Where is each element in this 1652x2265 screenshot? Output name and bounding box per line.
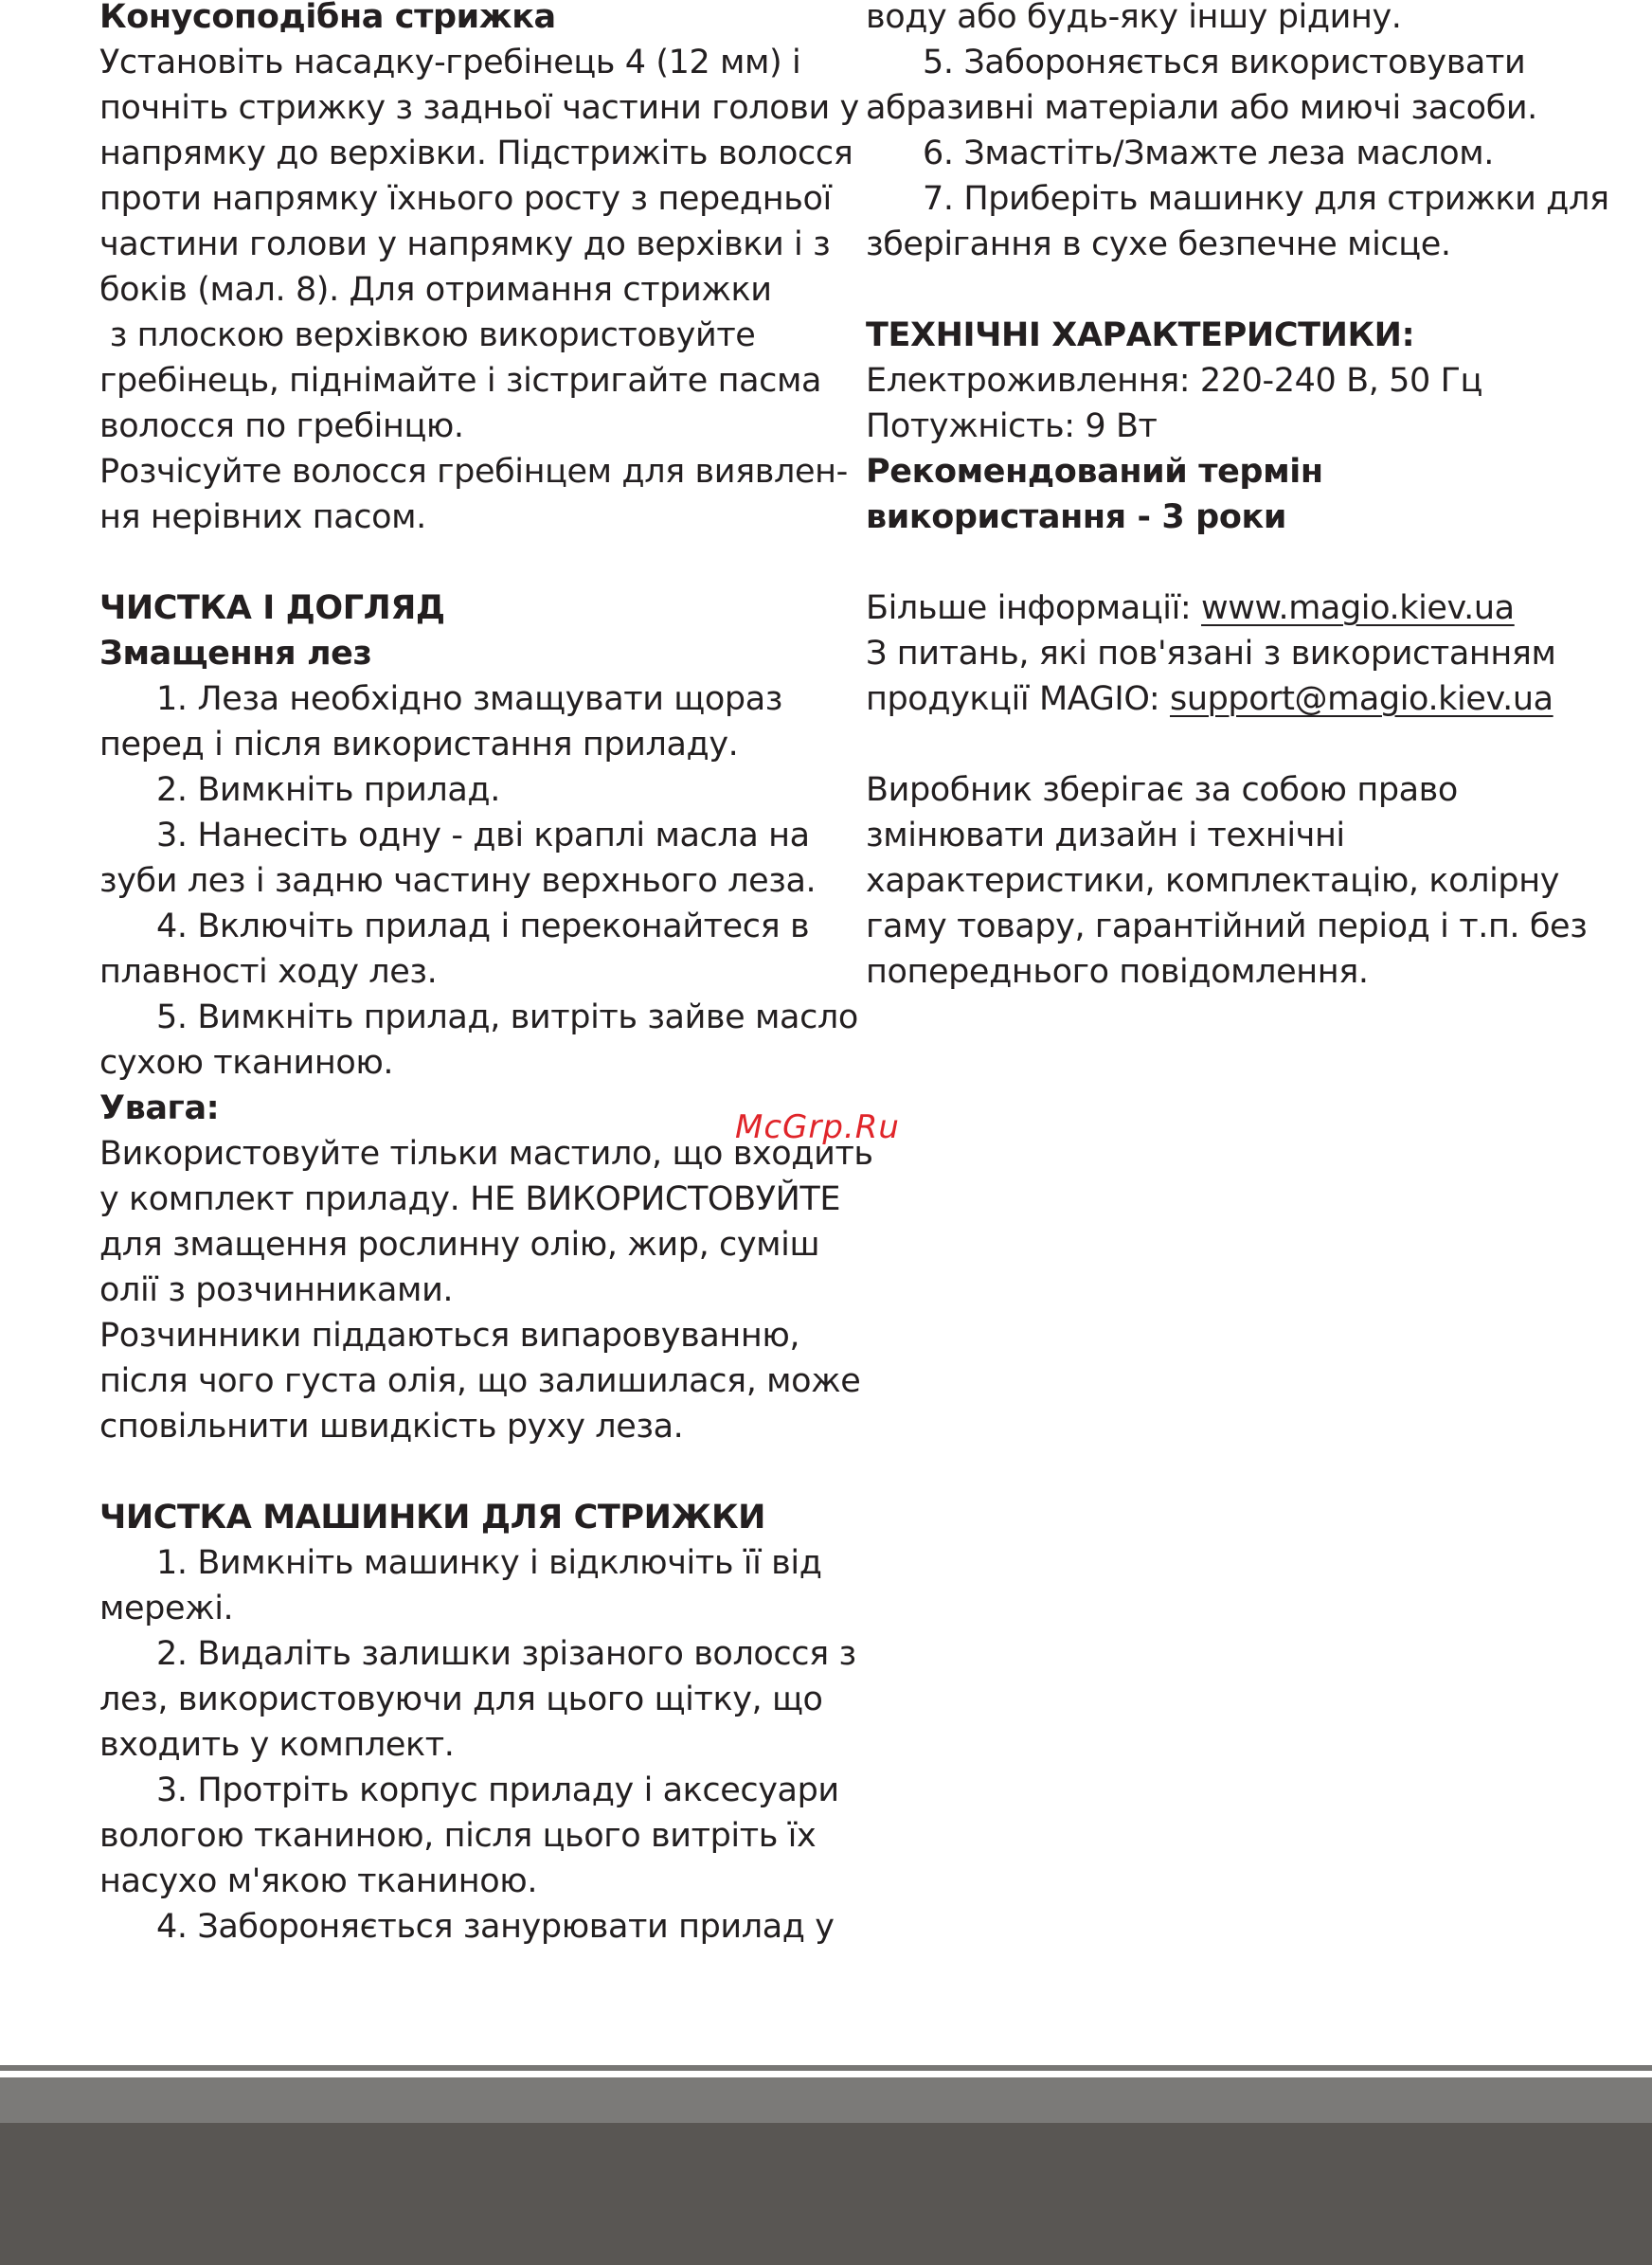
support-email-link[interactable]: support@magio.kiev.ua bbox=[1169, 680, 1553, 718]
text-line: боків (мал. 8). Для отримання стрижки bbox=[99, 271, 772, 309]
disclaimer-line: попереднього повідомлення. bbox=[866, 953, 1369, 991]
list-item: 3. Протріть корпус приладу і аксесуари bbox=[156, 1771, 839, 1809]
warning-line: для змащення рослинну олію, жир, суміш bbox=[99, 1226, 820, 1264]
subsection-title-blade-lubrication: Змащення лез bbox=[99, 635, 372, 673]
list-item-continuation: насухо м'якою тканиною. bbox=[99, 1862, 538, 1900]
section-title-cleaning-care: ЧИСТКА І ДОГЛЯД bbox=[99, 589, 445, 627]
section-title-tapered-haircut: Конусоподібна стрижка bbox=[99, 0, 556, 36]
disclaimer-line: Виробник зберігає за собою право bbox=[866, 771, 1458, 809]
disclaimer-line: змінювати дизайн і технічні bbox=[866, 817, 1345, 854]
list-item-continuation: плавності ходу лез. bbox=[99, 953, 438, 991]
spec-power: Потужність: 9 Вт bbox=[866, 407, 1158, 445]
support-label: продукції MAGIO: bbox=[866, 680, 1170, 718]
list-item-continuation: вологою тканиною, після цього витріть їх bbox=[99, 1817, 817, 1855]
list-item: 2. Вимкніть прилад. bbox=[156, 771, 500, 809]
list-item: 6. Змастіть/Змажте леза маслом. bbox=[923, 135, 1494, 172]
warning-title: Увага: bbox=[99, 1089, 220, 1127]
warning-line: сповільнити швидкість руху леза. bbox=[99, 1408, 684, 1446]
list-item: 5. Забороняється використовувати bbox=[923, 44, 1526, 81]
watermark: McGrp.Ru bbox=[735, 1108, 900, 1146]
list-item-continuation: сухою тканиною. bbox=[99, 1044, 394, 1082]
text-line: ня нерівних пасом. bbox=[99, 498, 426, 536]
text-line: з плоскою верхівкою використовуйте bbox=[99, 316, 756, 354]
footer-band-dark bbox=[0, 2123, 1652, 2265]
list-item-continuation: воду або будь-яку іншу рідину. bbox=[866, 0, 1402, 36]
section-title-specifications: ТЕХНІЧНІ ХАРАКТЕРИСТИКИ: bbox=[866, 316, 1415, 354]
more-info-line bbox=[866, 585, 1614, 631]
text-line: проти напрямку їхнього росту з передньої bbox=[99, 180, 832, 218]
warning-line: після чого густа олія, що залишилася, може bbox=[99, 1362, 861, 1400]
list-item-continuation: зберігання в сухе безпечне місце. bbox=[866, 225, 1451, 263]
spec-service-life: використання - 3 роки bbox=[866, 498, 1286, 536]
text-line: Розчісуйте волосся гребінцем для виявлен- bbox=[99, 453, 848, 491]
text-line: частини голови у напрямку до верхівки і з bbox=[99, 225, 831, 263]
list-item-continuation: лез, використовуючи для цього щітку, що bbox=[99, 1681, 823, 1718]
list-item: 4. Забороняється занурювати прилад у bbox=[156, 1908, 835, 1946]
spec-power-supply: Електроживлення: 220-240 В, 50 Гц bbox=[866, 362, 1482, 400]
list-item: 1. Вимкніть машинку і відключіть її від bbox=[156, 1544, 822, 1582]
list-item-continuation: зуби лез і задню частину верхнього леза. bbox=[99, 862, 817, 900]
text-line: волосся по гребінцю. bbox=[99, 407, 464, 445]
section-title-clipper-cleaning: ЧИСТКА МАШИНКИ ДЛЯ СТРИЖКИ bbox=[99, 1499, 766, 1537]
website-link[interactable]: www.magio.kiev.ua bbox=[1201, 589, 1515, 627]
questions-line: З питань, які пов'язані з використанням bbox=[866, 635, 1556, 673]
list-item-continuation: перед і після використання приладу. bbox=[99, 726, 739, 764]
list-item: 2. Видаліть залишки зрізаного волосся з bbox=[156, 1635, 856, 1673]
list-item: 3. Нанесіть одну - дві краплі масла на bbox=[156, 817, 810, 854]
list-item: 4. Включіть прилад і переконайтеся в bbox=[156, 908, 810, 945]
list-item-continuation: абразивні матеріали або миючі засоби. bbox=[866, 89, 1537, 127]
text-line: почніть стрижку з задньої частини голови у bbox=[99, 89, 859, 127]
warning-line: у комплект приладу. НЕ ВИКОРИСТОВУЙТЕ bbox=[99, 1180, 841, 1218]
disclaimer-line: характеристики, комплектацію, колірну bbox=[866, 862, 1560, 900]
list-item: 7. Приберіть машинку для стрижки для bbox=[923, 180, 1609, 218]
text-line: гребінець, піднімайте і зістригайте пасма bbox=[99, 362, 822, 400]
footer-band-light bbox=[0, 2077, 1652, 2123]
list-item: 5. Вимкніть прилад, витріть зайве масло bbox=[156, 998, 858, 1036]
list-item: 1. Леза необхідно змащувати щораз bbox=[156, 680, 782, 718]
text-line: Установіть насадку-гребінець 4 (12 мм) і bbox=[99, 44, 801, 81]
disclaimer-line: гаму товару, гарантійний період і т.п. без bbox=[866, 908, 1588, 945]
spec-service-life: Рекомендований термін bbox=[866, 453, 1323, 491]
list-item-continuation: входить у комплект. bbox=[99, 1726, 455, 1764]
right-column bbox=[866, 0, 1614, 995]
warning-line: Розчинники піддаються випаровуванню, bbox=[99, 1317, 800, 1355]
text-line: напрямку до верхівки. Підстрижіть волосся bbox=[99, 135, 853, 172]
warning-line: олії з розчинниками. bbox=[99, 1271, 454, 1309]
warning-line: Використовуйте тільки мастило, що входить bbox=[99, 1135, 873, 1173]
more-info-label: Більше інформації: bbox=[866, 589, 1202, 627]
footer-divider bbox=[0, 2065, 1652, 2071]
list-item-continuation: мережі. bbox=[99, 1590, 234, 1627]
left-column bbox=[99, 0, 873, 1950]
support-line bbox=[866, 676, 1614, 722]
